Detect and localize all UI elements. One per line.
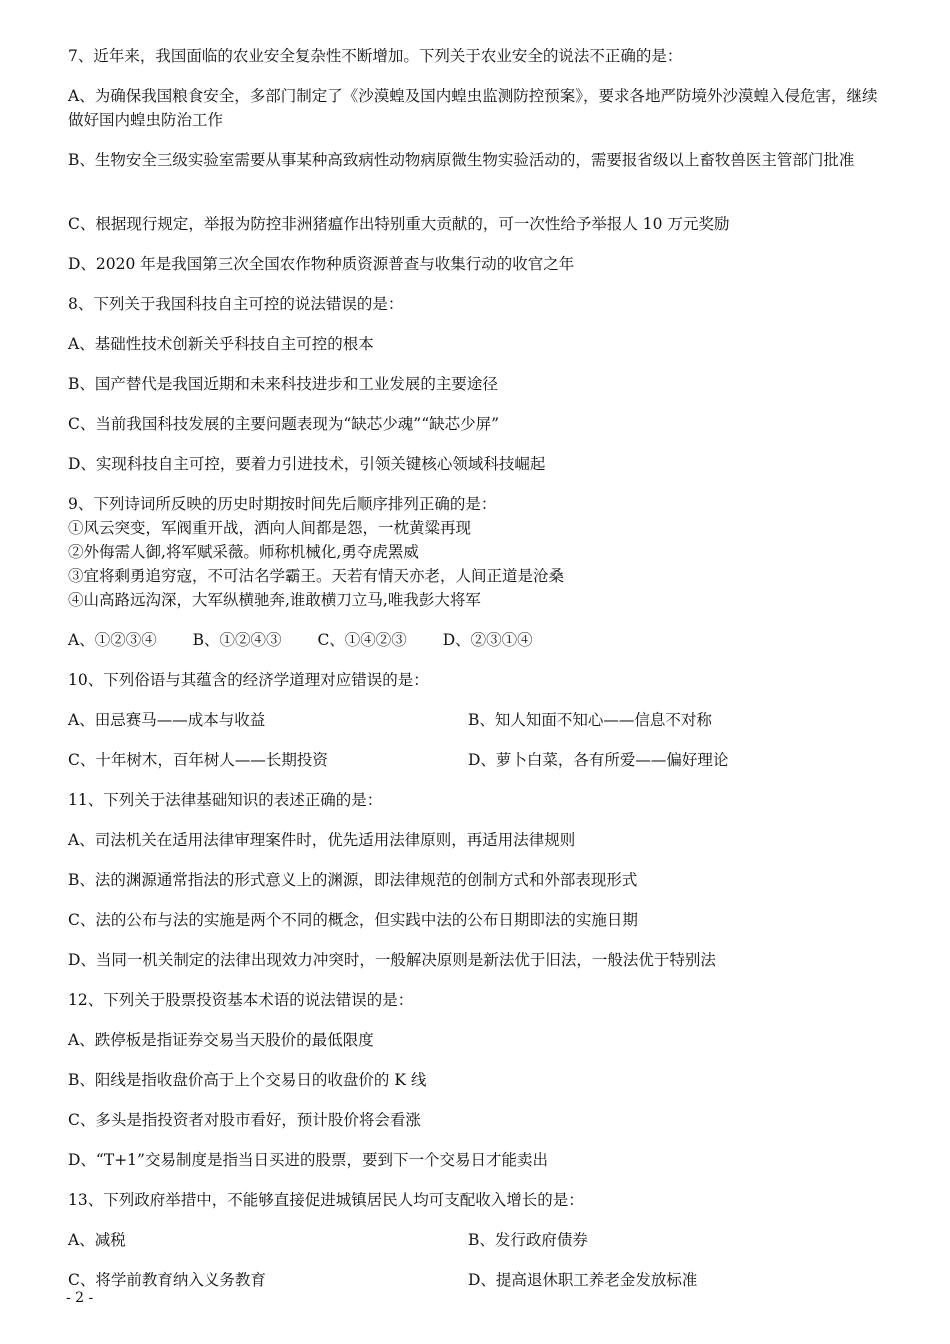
- q8-option-b: B、国产替代是我国近期和未来科技进步和工业发展的主要途径: [68, 375, 498, 393]
- page-number: - 2 -: [66, 1290, 94, 1306]
- q9-poem-2: ②外侮需人御,将军赋采薇。师称机械化,勇夺虎罴威: [68, 543, 419, 561]
- q8-option-a: A、基础性技术创新关乎科技自主可控的根本: [68, 335, 374, 353]
- q13-stem: 13、下列政府举措中，不能够直接促进城镇居民人均可支配收入增长的是：: [68, 1191, 584, 1209]
- q10-option-a: A、田忌赛马——成本与收益: [68, 711, 266, 729]
- q13-option-d: D、提高退休职工养老金发放标准: [468, 1271, 698, 1289]
- q11-option-b: B、法的渊源通常指法的形式意义上的渊源，即法律规范的创制方式和外部表现形式: [68, 871, 638, 889]
- q7-stem: 7、近年来，我国面临的农业安全复杂性不断增加。下列关于农业安全的说法不正确的是：: [68, 47, 683, 65]
- q12-option-b: B、阳线是指收盘价高于上个交易日的收盘价的 K 线: [68, 1071, 427, 1089]
- q13-option-a: A、减税: [68, 1231, 126, 1249]
- q12-option-c: C、多头是指投资者对股市看好，预计股价将会看涨: [68, 1111, 421, 1129]
- q9-poem-1: ①风云突变，军阀重开战，洒向人间都是怨，一枕黄粱再现: [68, 519, 472, 537]
- q7-option-d: D、2020 年是我国第三次全国农作物种质资源普查与收集行动的收官之年: [68, 255, 575, 273]
- q13-option-b: B、发行政府债券: [468, 1231, 588, 1249]
- q10-stem: 10、下列俗语与其蕴含的经济学道理对应错误的是：: [68, 671, 429, 689]
- q12-option-a: A、跌停板是指证券交易当天股价的最低限度: [68, 1031, 374, 1049]
- q7-option-a: A、为确保我国粮食安全，多部门制定了《沙漠蝗及国内蝗虫监测防控预案》，要求各地严防境外沙漠蝗入侵危害，继续做好国内蝗虫防治工作: [68, 87, 878, 129]
- q11-option-d: D、当同一机关制定的法律出现效力冲突时，一般解决原则是新法优于旧法，一般法优于特别法: [68, 951, 716, 969]
- q10-option-c: C、十年树木，百年树人——长期投资: [68, 751, 328, 769]
- q7-option-b: B、生物安全三级实验室需要从事某种高致病性动物病原微生物实验活动的，需要报省级以上畜牧兽医主管部门批准: [68, 151, 855, 169]
- q11-option-a: A、司法机关在适用法律审理案件时，优先适用法律原则，再适用法律规则: [68, 831, 576, 849]
- q12-stem: 12、下列关于股票投资基本术语的说法错误的是：: [68, 991, 414, 1009]
- q9-stem: 9、下列诗词所反映的历史时期按时间先后顺序排列正确的是：: [68, 495, 497, 513]
- q9-poem-4: ④山高路远沟深，大军纵横驰奔,谁敢横刀立马,唯我彭大将军: [68, 591, 481, 609]
- q10-option-b: B、知人知面不知心——信息不对称: [468, 711, 712, 729]
- q9-options: A、①②③④ B、①②④③ C、①④②③ D、②③①④: [68, 631, 533, 649]
- q8-option-d: D、实现科技自主可控，要着力引进技术，引领关键核心领域科技崛起: [68, 455, 546, 473]
- q8-option-c: C、当前我国科技发展的主要问题表现为“缺芯少魂”“缺芯少屏”: [68, 415, 500, 433]
- q7-option-c: C、根据现行规定，举报为防控非洲猪瘟作出特别重大贡献的，可一次性给予举报人 10 万元奖励: [68, 215, 730, 233]
- q12-option-d: D、“T+1”交易制度是指当日买进的股票，要到下一个交易日才能卖出: [68, 1151, 548, 1169]
- q10-option-d: D、萝卜白菜，各有所爱——偏好理论: [468, 751, 729, 769]
- q9-poem-3: ③宜将剩勇追穷寇，不可沽名学霸王。天若有情天亦老，人间正道是沧桑: [68, 567, 565, 585]
- q11-stem: 11、下列关于法律基础知识的表述正确的是：: [68, 791, 383, 809]
- q11-option-c: C、法的公布与法的实施是两个不同的概念，但实践中法的公布日期即法的实施日期: [68, 911, 638, 929]
- q13-option-c: C、将学前教育纳入义务教育: [68, 1271, 266, 1289]
- q8-stem: 8、下列关于我国科技自主可控的说法错误的是：: [68, 295, 404, 313]
